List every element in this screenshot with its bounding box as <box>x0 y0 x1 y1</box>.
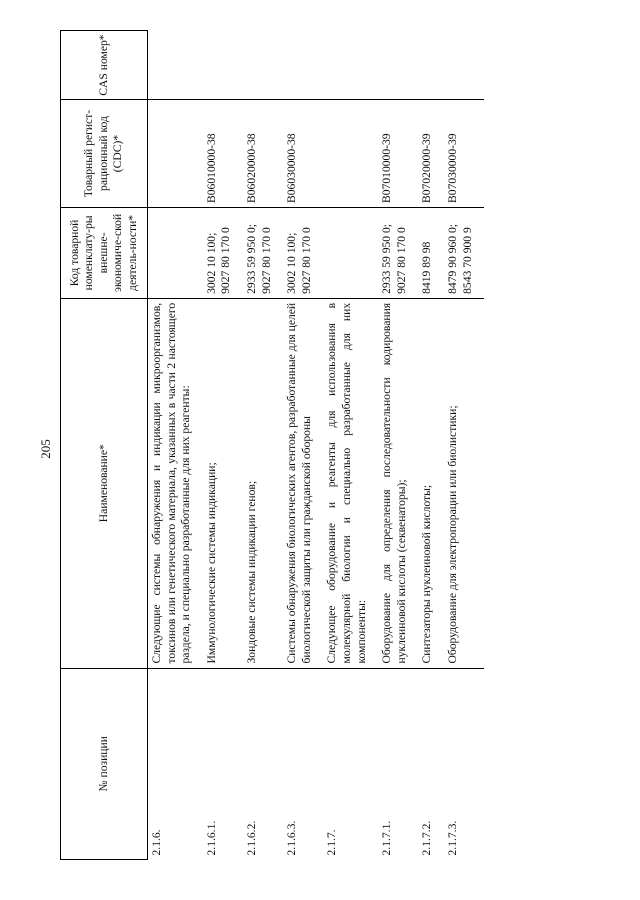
row-tnved <box>378 207 418 298</box>
row-cdc: B07030000-39 <box>444 100 484 208</box>
row-position: 2.1.6.2. <box>244 820 258 856</box>
table-row <box>148 31 203 860</box>
tnved-line: 3002 10 100; <box>285 232 299 294</box>
row-cdc <box>323 100 378 208</box>
tnved-line: 2933 59 950 0; <box>244 223 258 294</box>
row-name: Следующее оборудование и реагенты для использования в молекулярной биологии и специально разработанные для них компоненты: <box>323 298 378 668</box>
row-tnved <box>203 207 243 298</box>
row-cas <box>148 31 203 100</box>
row-cdc: B06010000-38 <box>203 100 243 208</box>
tnved-line: 8543 70 900 9 <box>460 227 474 294</box>
row-cdc: B06020000-38 <box>243 100 283 208</box>
header-cdc: Товарный регист-рационный код (CDC)* <box>61 100 148 208</box>
tnved-line: 8419 89 98 <box>420 241 434 294</box>
header-cas: CAS номер* <box>61 31 148 100</box>
tnved-line: 8479 90 960 0; <box>445 223 459 294</box>
row-cdc: B06030000-38 <box>283 100 323 208</box>
row-cdc: B07020000-39 <box>418 100 444 208</box>
row-name: Иммунологические системы индикации; <box>203 298 243 668</box>
row-position: 2.1.6.3. <box>285 820 299 856</box>
row-name: Следующие системы обнаружения и индикации микроорганизмов, токсинов или генетического материала, указанных в части 2 настоящего раздела, и специально разработанные для них реагенты: <box>148 298 203 668</box>
row-tnved <box>283 207 323 298</box>
table-row <box>444 31 484 860</box>
tnved-line: 9027 80 170 0 <box>259 227 273 294</box>
row-tnved <box>243 207 283 298</box>
header-name: Наименование* <box>61 298 148 668</box>
row-name: Синтезаторы нуклеиновой кислоты; <box>418 298 444 668</box>
row-position: 2.1.6.1. <box>204 820 218 856</box>
tnved-line: 2933 59 950 0; <box>380 223 394 294</box>
row-cas <box>283 31 323 100</box>
tnved-line: 9027 80 170 0 <box>219 227 233 294</box>
goods-table <box>60 30 484 860</box>
row-cas <box>323 31 378 100</box>
table-row <box>283 31 323 860</box>
header-tnved: Код товарной номенклату-ры внешне-экономиче-ской деятель-ности* <box>61 207 148 298</box>
table-row <box>323 31 378 860</box>
row-position: 2.1.6. <box>150 829 163 856</box>
tnved-line: 9027 80 170 0 <box>394 227 408 294</box>
row-name: Оборудование для электропорации или биолистики; <box>444 298 484 668</box>
row-tnved <box>323 207 378 298</box>
row-position: 2.1.7.3. <box>445 820 459 856</box>
table-row <box>243 31 283 860</box>
table-row <box>378 31 418 860</box>
row-cas <box>378 31 418 100</box>
rotated-table-wrapper <box>60 30 600 860</box>
row-position: 2.1.7.2. <box>420 820 434 856</box>
row-name: Зондовые системы индикации генов; <box>243 298 283 668</box>
row-tnved <box>418 207 444 298</box>
row-tnved <box>148 207 203 298</box>
table-row <box>203 31 243 860</box>
row-cas <box>243 31 283 100</box>
table-row <box>418 31 444 860</box>
row-position: 2.1.7.1. <box>380 820 394 856</box>
row-cdc <box>148 100 203 208</box>
row-name: Системы обнаружения биологических агентов, разработанные для целей биологической защиты или гражданской обороны <box>283 298 323 668</box>
row-position: 2.1.7. <box>325 829 339 856</box>
row-cdc: B07010000-39 <box>378 100 418 208</box>
row-cas <box>444 31 484 100</box>
tnved-line: 3002 10 100; <box>204 232 218 294</box>
row-tnved <box>444 207 484 298</box>
row-cas <box>203 31 243 100</box>
row-name: Оборудование для определения последовательности кодирования нуклеиновой кислоты (секвенаторы); <box>378 298 418 668</box>
row-cas <box>418 31 444 100</box>
header-position: № позиции <box>61 668 148 859</box>
page-number: 205 <box>38 439 53 459</box>
tnved-line: 9027 80 170 0 <box>299 227 313 294</box>
table-header-row <box>61 31 148 860</box>
